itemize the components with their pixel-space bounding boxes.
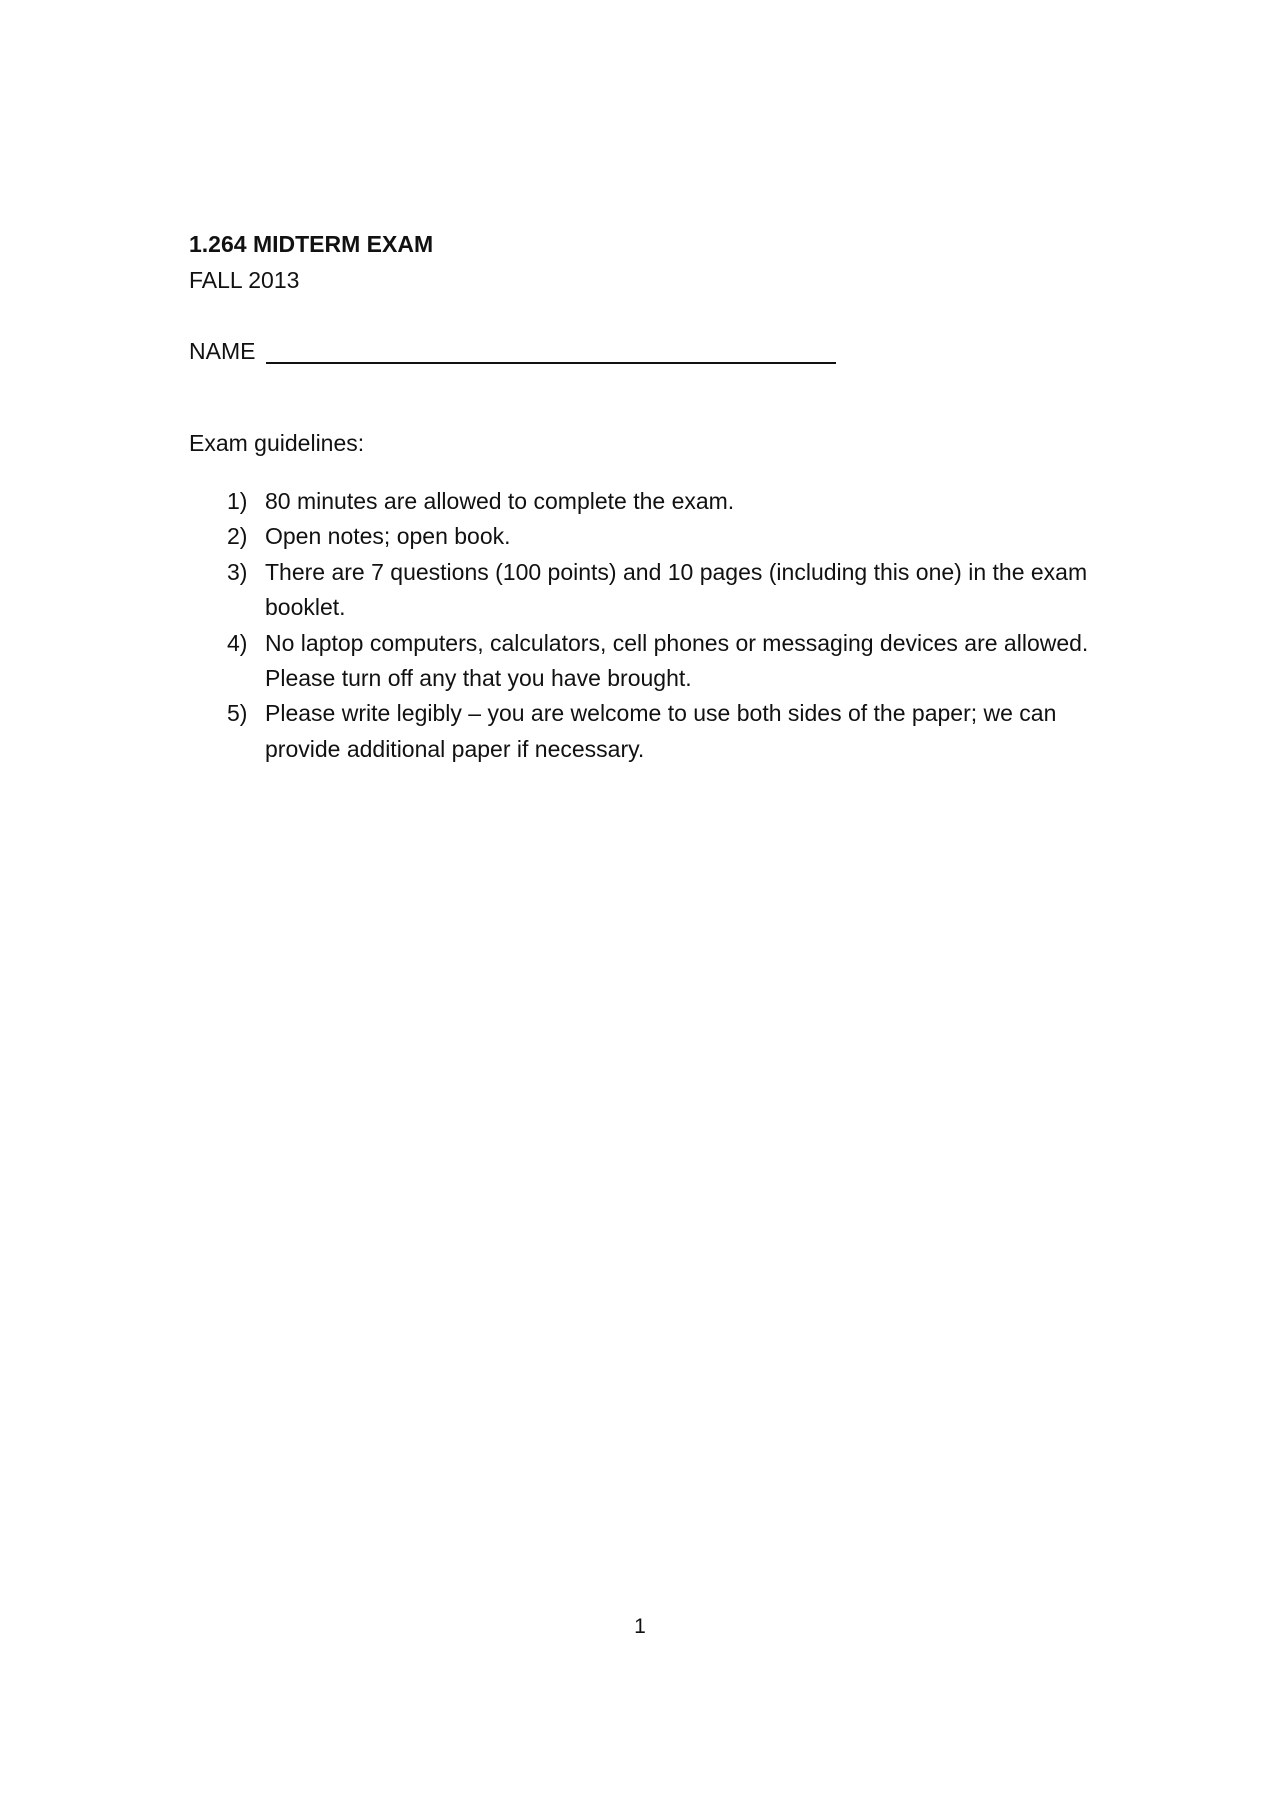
guideline-item (189, 519, 1109, 554)
exam-term: FALL 2013 (189, 267, 300, 293)
guideline-text: 80 minutes are allowed to complete the exam. (265, 488, 735, 514)
guideline-number: 2) (227, 523, 248, 550)
guideline-number: 3) (227, 558, 248, 585)
guidelines-list (189, 484, 1109, 767)
guideline-number: 5) (227, 700, 248, 727)
exam-title: 1.264 MIDTERM EXAM (189, 231, 434, 257)
guideline-text: No laptop computers, calculators, cell phones or messaging devices are allowed. Please turn off any that you have brought. (265, 629, 1089, 692)
name-blank-line[interactable] (266, 362, 836, 364)
page-number: 1 (634, 1615, 646, 1638)
guideline-item (189, 626, 1109, 697)
name-label: NAME (189, 338, 256, 364)
guideline-number: 1) (227, 488, 248, 514)
guideline-item (189, 696, 1109, 767)
guideline-item (189, 484, 1109, 519)
guidelines-heading: Exam guidelines: (189, 430, 365, 456)
guideline-item (189, 555, 1109, 626)
name-field-row (189, 336, 255, 366)
guideline-text: Please write legibly – you are welcome to use both sides of the paper; we can provide additional paper if necessary. (265, 700, 1057, 762)
guideline-text: There are 7 questions (100 points) and 10 pages (including this one) in the exam booklet. (265, 558, 1088, 621)
guideline-number: 4) (227, 629, 248, 656)
guideline-text: Open notes; open book. (265, 523, 511, 550)
